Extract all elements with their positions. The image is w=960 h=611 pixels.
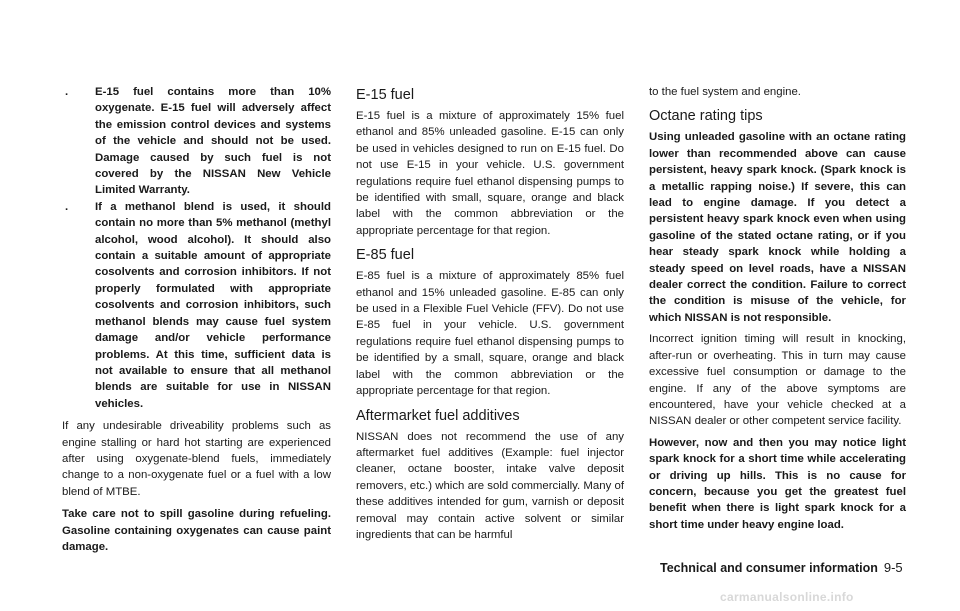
column-right: [649, 84, 906, 538]
heading-octane: Octane rating tips: [649, 108, 763, 125]
watermark: carmanualsonline.info: [720, 590, 854, 604]
paragraph: to the fuel system and engine.: [649, 86, 801, 98]
bullet-dot: .: [65, 200, 69, 213]
column-left: [62, 84, 331, 561]
bullet-text: If a methanol blend is used, it should contain no more than 5% methanol (methyl alcohol, wood alcohol). It should also contain a suitable amount of appropriate cosolvents and corrosion inhibitors. If not properly formulated with appropriate cosolvents and corrosion inhibitors, such methanol blends may cause fuel system damage and/or vehicle performance problems. At this time, sufficient data is not available to ensure that all methanol blends are suitable for use in NISSAN vehicles.: [95, 200, 331, 410]
warning-paragraph: Using unleaded gasoline with an octane rating lower than recommended above can cause persistent, heavy spark knock. (Spark knock is a metallic rapping noise.) If severe, this can lead to engine damage. If you detect a persistent heavy spark knock even when using gasoline of the stated octane rating, or if you hear steady spark knock while holding a steady speed on level roads, have a NISSAN dealer correct the condition. Failure to correct the condition is misuse of the vehicle, for which NISSAN is not responsible.: [649, 131, 906, 324]
heading-additives: Aftermarket fuel additives: [356, 407, 520, 424]
paragraph: Incorrect ignition timing will result in knocking, after-run or overheating. This in turn may cause excessive fuel consumption or damage to the engine. If any of the above symptoms are encountered, have your vehicle checked at a NISSAN dealer or other competent service facility.: [649, 333, 906, 428]
bullet-dot: .: [65, 86, 69, 98]
note-paragraph: However, now and then you may notice light spark knock for a short time while accelerating or driving up hills. This is no cause for concern, because you get the greatest fuel benefit when there is light spark knock for a short time under heavy engine load.: [649, 436, 906, 531]
paragraph: E-15 fuel is a mixture of approximately 15% fuel ethanol and 85% unleaded gasoline. E-15 can only be used in vehicles designed to run on E-15 fuel. Do not use E-15 in your vehicle. U.S. government regulations require fuel ethanol dispensing pumps to be identified with small, square, orange and black label with the common abbreviation or the appropriate percentage for that region.: [356, 110, 624, 237]
heading-e85: E-85 fuel: [356, 247, 415, 264]
paragraph: If any undesirable driveability problems such as engine stalling or hard hot starting are experienced after using oxygenate-blend fuels, immediately change to a non-oxygenate fuel or a fuel with a low blend of MTBE.: [62, 420, 331, 498]
heading-e15: E-15 fuel: [356, 87, 415, 103]
caution-paragraph: Take care not to spill gasoline during refueling. Gasoline containing oxygenates can cause paint damage.: [62, 508, 331, 553]
column-middle: [356, 86, 624, 548]
bullet-item: [62, 199, 331, 412]
page-number: 9-5: [883, 560, 903, 575]
paragraph: NISSAN does not recommend the use of any aftermarket fuel additives (Example: fuel injector cleaner, octane booster, intake valve deposit removers, etc.) which are sold commercially. Many of these additives intended for gum, varnish or deposit removal may contain active solvent or similar ingredients that can be harmful: [356, 430, 624, 541]
page-footer: [660, 560, 903, 575]
bullet-text: E-15 fuel contains more than 10% oxygenate. E-15 fuel will adversely affect the emission control devices and systems of the vehicle and should not be used. Damage caused by such fuel is not covered by the NISSAN New Vehicle Limited Warranty.: [95, 86, 331, 197]
bullet-item: [62, 84, 331, 199]
section-title: Technical and consumer information: [660, 561, 878, 575]
paragraph: E-85 fuel is a mixture of approximately 85% fuel ethanol and 15% unleaded gasoline. E-85 can only be used in a Flexible Fuel Vehicle (FFV). Do not use E-85 fuel in your vehicle. U.S. government regulations require fuel ethanol dispensing pumps to be identified by a small, square, orange and black label with the common abbreviation or the appropriate percentage for that region.: [356, 270, 624, 398]
